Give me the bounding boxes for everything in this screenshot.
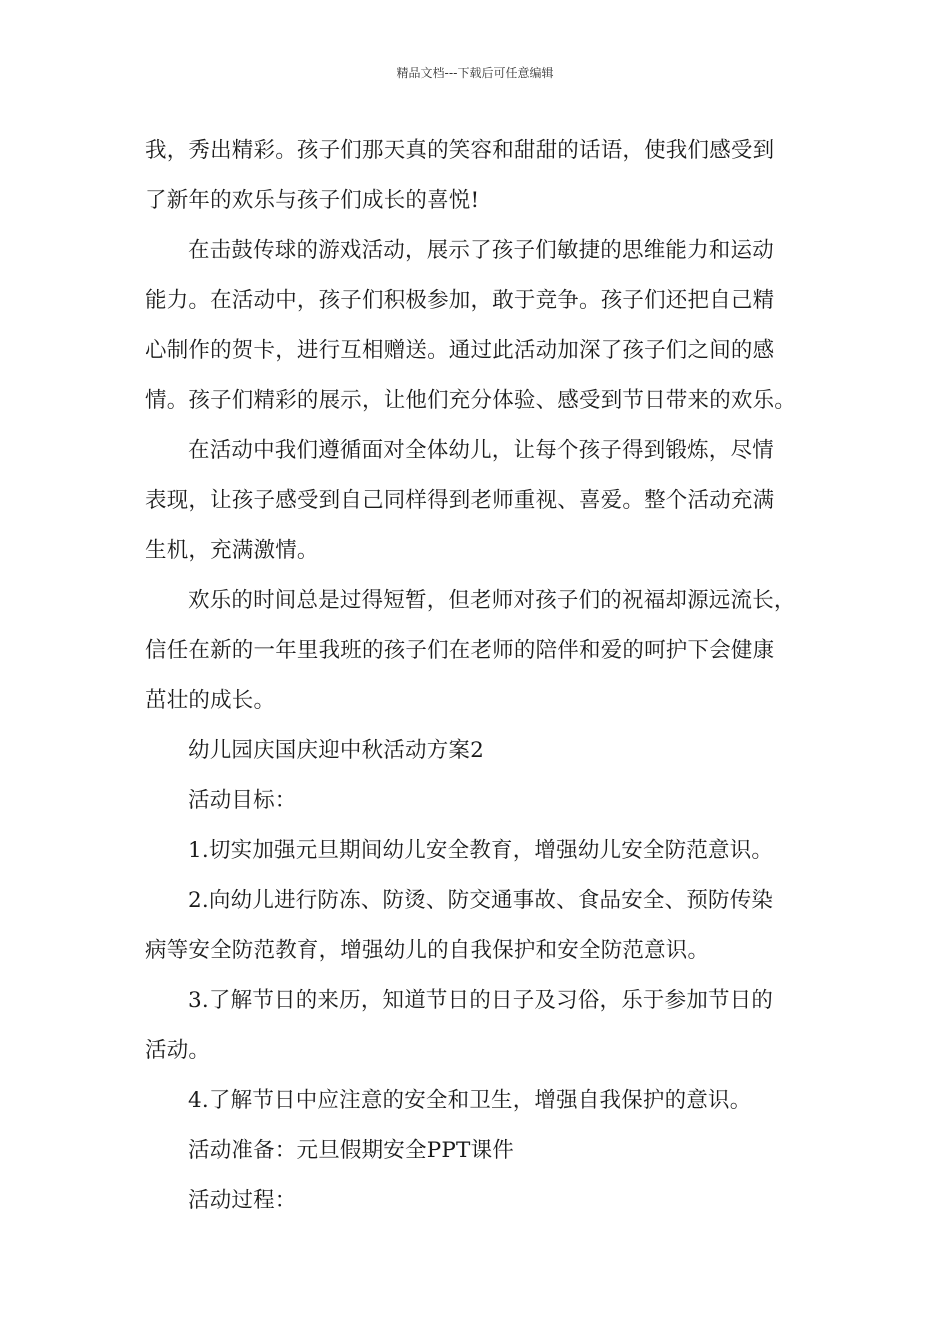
paragraph-line: 在击鼓传球的游戏活动，展示了孩子们敏捷的思维能力和运动 [188, 238, 774, 263]
paragraph-line: 心制作的贺卡，进行互相赠送。通过此活动加深了孩子们之间的感 [145, 338, 775, 363]
paragraph-line: 在活动中我们遵循面对全体幼儿，让每个孩子得到锻炼，尽情 [188, 438, 774, 463]
paragraph-line: 欢乐的时间总是过得短暂，但老师对孩子们的祝福却源远流长， [188, 588, 796, 613]
list-item-continuation: 病等安全防范教育，增强幼儿的自我保护和安全防范意识。 [145, 938, 710, 963]
paragraph-line: 生机，充满激情。 [145, 538, 319, 563]
list-item-continuation: 活动。 [145, 1038, 211, 1063]
paragraph-line: 我，秀出精彩。孩子们那天真的笑容和甜甜的话语，使我们感受到 [145, 138, 775, 163]
section-title: 幼儿园庆国庆迎中秋活动方案2 [188, 738, 484, 763]
list-item: 3.了解节日的来历，知道节日的日子及习俗，乐于参加节日的 [188, 988, 774, 1013]
page-header: 精品文档---下载后可任意编辑 [396, 66, 554, 80]
paragraph-line: 信任在新的一年里我班的孩子们在老师的陪伴和爱的呵护下会健康 [145, 638, 775, 663]
list-item: 1.切实加强元旦期间幼儿安全教育，增强幼儿安全防范意识。 [188, 838, 774, 863]
paragraph-line: 情。孩子们精彩的展示，让他们充分体验、感受到节日带来的欢乐。 [145, 388, 797, 413]
paragraph-line: 了新年的欢乐与孩子们成长的喜悦! [145, 188, 480, 213]
paragraph-line: 表现，让孩子感受到自己同样得到老师重视、喜爱。整个活动充满 [145, 488, 775, 513]
section-heading: 活动过程： [188, 1188, 297, 1213]
section-heading: 活动准备：元旦假期安全PPT课件 [188, 1138, 514, 1163]
paragraph-line: 能力。在活动中，孩子们积极参加，敢于竞争。孩子们还把自己精 [145, 288, 775, 313]
section-heading: 活动目标： [188, 788, 297, 813]
list-item: 2.向幼儿进行防冻、防烫、防交通事故、食品安全、预防传染 [188, 888, 774, 913]
paragraph-line: 茁壮的成长。 [145, 688, 276, 713]
list-item: 4.了解节日中应注意的安全和卫生，增强自我保护的意识。 [188, 1088, 752, 1113]
